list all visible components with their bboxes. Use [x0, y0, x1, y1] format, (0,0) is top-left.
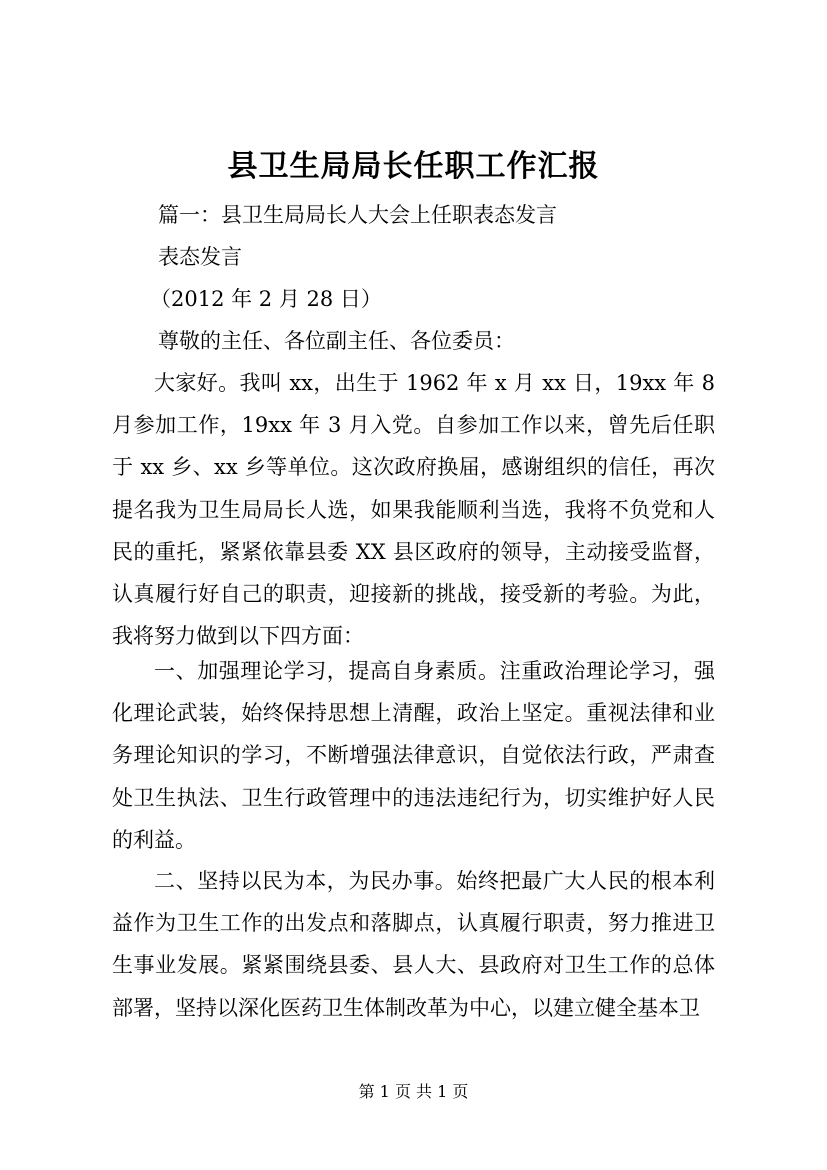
paragraph-point-one: 一、加强理论学习，提高自身素质。注重政治理论学习，强化理论武装，始终保持思想上清醒，政治上坚定。重视法律和业务理论知识的学习，不断增强法律意识，自觉依法行政，严肃查处卫生执法、卫生行政管理中的违法违纪行为，切实维护好人民的利益。 — [112, 659, 715, 852]
page-footer: 第 1 页 共 1 页 — [358, 1082, 469, 1101]
section-heading: 表态发言 — [158, 245, 242, 269]
paragraph-point-two: 二、坚持以民为本，为民办事。始终把最广大人民的根本利益作为卫生工作的出发点和落脚点，认真履行职责，努力推进卫生事业发展。紧紧围绕县委、县人大、县政府对卫生工作的总体部署，坚持以深化医药卫生体制改革为中心，以建立健全基本卫 — [112, 869, 715, 1020]
document-date: （2012 年 2 月 28 日） — [150, 287, 382, 311]
document-subtitle: 篇一：县卫生局局长人大会上任职表态发言 — [158, 203, 557, 227]
document-title: 县卫生局局长任职工作汇报 — [227, 149, 600, 184]
salutation: 尊敬的主任、各位副主任、各位委员： — [158, 329, 515, 353]
paragraph-intro: 大家好。我叫 xx，出生于 1962 年 x 月 xx 日，19xx 年 8 月参加工作，19xx 年 3 月入党。自参加工作以来，曾先后任职于 xx 乡、xx 乡等单位。这次政府换届，感谢组织的信任，再次提名我为卫生局局长人选，如果我能顺利当选，我将不负党和人民的重托，紧紧依靠县委 XX 县区政府的领导，主动接受监督，认真履行好自己的职责，迎接新的挑战，接受新的考验。为此，我将努力做到以下四方面： — [112, 371, 715, 649]
